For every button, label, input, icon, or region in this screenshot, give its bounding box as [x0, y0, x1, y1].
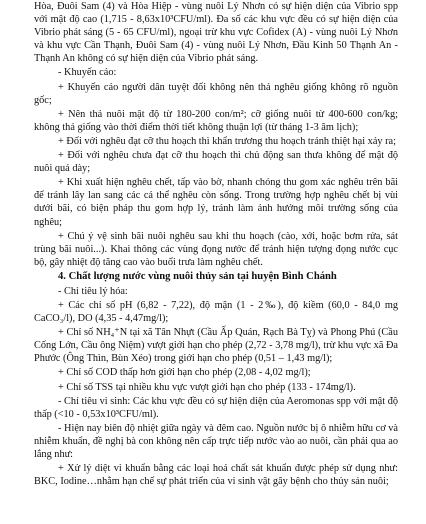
recommendation-dead-clams: + Khi xuất hiện nghêu chết, tấp vào bờ, nhanh chóng thu gom xác nghêu trên bãi để tránh lây lan sang các cá thể nghêu còn sống. Trong trường hợp nghêu chết bị vùi dưới bãi, có biện pháp thu gom hợp lý, tránh làm ảnh hưởng môi trường sống của nghêu; — [34, 177, 401, 228]
recommendation-density: + Nên thả nuôi mật độ từ 180-200 con/m²; cỡ giống nuôi từ 400-600 con/kg; không thả giống vào thời điểm thời tiết không thuận lợi (từ tháng 1-3 âm lịch); — [34, 108, 401, 133]
physchem-ph-salinity: + Các chỉ số pH (6,82 - 7,22), độ mặn (1 - 2‰), độ kiềm (60,0 - 84,0 mg CaCO₃/l), DO (4,35 - 4,47mg/l); — [34, 299, 401, 325]
recommendation-origin: + Khuyến cáo người dân tuyệt đối không nên thả nghêu giống không rõ nguồn gốc; — [34, 81, 401, 106]
section-heading-binh-chanh: 4. Chất lượng nước vùng nuôi thủy sản tại huyện Bình Chánh — [58, 270, 337, 282]
physchem-label: - Chỉ tiêu lý hóa: — [58, 285, 128, 297]
physchem-tss: + Chỉ số TSS tại nhiều khu vực vượt giới hạn cho phép (133 - 174mg/l). — [58, 381, 356, 393]
physchem-nh4: + Chỉ số NH₄⁺N tại xã Tân Nhựt (Cầu Ấp Quán, Rạch Bà Tỵ) và Phong Phú (Cầu Cống Lớn, Cầu ông Niệm) vượt giới hạn cho phép (2,72 - 3,78 mg/l), trừ khu vực xã Đa Phước (Ông Thìn, Bùn Xéo) trong giới hạn cho phép (0,51 – 1,43 mg/l); — [34, 327, 401, 365]
recommendation-harvest: + Đối với nghêu đạt cỡ thu hoạch thì khẩn trương thu hoạch tránh thiệt hại xảy ra; — [58, 135, 396, 147]
physchem-cod: + Chỉ số COD thấp hơn giới hạn cho phép (2,08 - 4,02 mg/l); — [58, 367, 311, 379]
temperature-advisory: - Hiện nay biên độ nhiệt giữa ngày và đêm cao. Nguồn nước bị ô nhiễm hữu cơ và nhiễm khuẩn, đề nghị bà con không nên cấp trực tiếp nước vào ao nuôi, cần phải qua ao lắng như: — [34, 422, 401, 460]
paragraph-vibrio-summary: Hòa, Đuôi Sam (4) và Hòa Hiệp - vùng nuôi Lý Nhơn có sự hiện diện của Vibrio spp với mật độ cao (1,715 - 8,63x10³CFU/ml). Đa số các khu vực đều có sự hiện diện của Vibrio phát sáng (5 - 65 CFU/ml), ngoại trừ khu vực Cofidex (A) - vùng nuôi Lý Nhơn và khu vực Cần Thạnh, Đuôi Sam (4) - vùng nuôi Lý Nhơn, Đầu Kinh 50 Thạnh An - Thạnh An không có sự hiện diện của Vibrio phát sáng. — [34, 1, 401, 65]
microbiology-paragraph: - Chỉ tiêu vi sinh: Các khu vực đều có sự hiện diện của Aeromonas spp với mật độ thấp (<10 - 0,53x10³CFU/ml). — [34, 395, 401, 420]
recommendation-thinning: + Đối với nghêu chưa đạt cỡ thu hoạch thì chủ động san thưa không để mật độ nuôi quá dày; — [34, 150, 401, 175]
recommendations-label: - Khuyến cáo: — [58, 67, 117, 79]
disinfection-advisory: + Xử lý diệt vi khuẩn bằng các loại hoá chất sát khuẩn được phép sử dụng như: BKC, Iodine…nhằm hạn chế sự phát triển của vi sinh vật gây bệnh cho thủy sản nuôi; — [34, 463, 401, 488]
recommendation-sanitation: + Chú ý vệ sinh bãi nuôi nghêu sau khi thu hoạch (cào, xới, hoặc bơm rửa, sát trùng bãi nuôi...). Khai thông các vùng đọng nước để tránh hiện tượng đọng nước cục bộ, gây nhiệt độ tăng cao vào buổi trưa làm nghêu chết. — [34, 230, 401, 268]
